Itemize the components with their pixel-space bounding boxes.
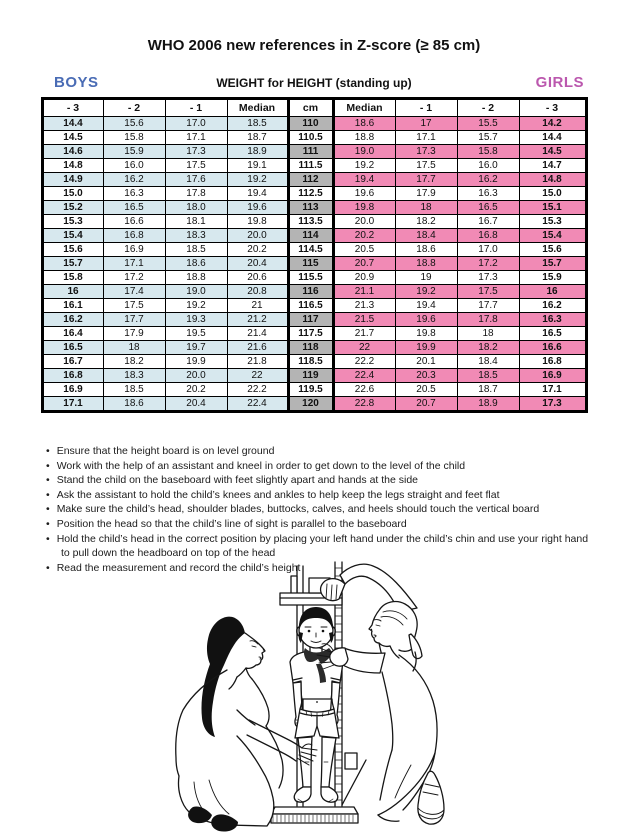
height-cm-cell: 117.5 [288,327,333,341]
girls-value-cell: 17.3 [457,271,519,285]
girls-value-cell: 21.7 [333,327,395,341]
girls-value-cell: 22.2 [333,355,395,369]
girls-value-cell: 18.7 [457,383,519,397]
girls-value-cell: 17.1 [519,383,586,397]
boys-value-cell: 17.1 [42,397,103,412]
page-title: WHO 2006 new references in Z-score (≥ 85 cm) [147,37,481,54]
girls-value-cell: 18.2 [457,341,519,355]
boys-value-cell: 14.5 [42,131,103,145]
height-cm-cell: 119.5 [288,383,333,397]
boys-value-cell: 22 [227,369,288,383]
table-row [42,313,586,327]
boys-value-cell: 21.8 [227,355,288,369]
girls-value-cell: 18.4 [457,355,519,369]
girls-value-cell: 15.4 [519,229,586,243]
height-cm-cell: 112.5 [288,187,333,201]
girls-value-cell: 17.2 [457,257,519,271]
girls-value-cell: 15.1 [519,201,586,215]
girls-value-cell: 22.8 [333,397,395,412]
column-header: Median [227,99,288,117]
boys-value-cell: 19.8 [227,215,288,229]
height-cm-cell: 116 [288,285,333,299]
girls-value-cell: 19.2 [333,159,395,173]
boys-value-cell: 16.2 [42,313,103,327]
boys-value-cell: 21.6 [227,341,288,355]
column-header: Median [333,99,395,117]
boys-value-cell: 19.5 [165,327,227,341]
girls-value-cell: 15.5 [457,117,519,131]
girls-value-cell: 19.0 [333,145,395,159]
instruction-item: • Position the head so that the child’s line of sight is parallel to the baseboard [46,517,590,532]
girls-value-cell: 15.9 [519,271,586,285]
table-row [42,285,586,299]
column-header: - 2 [103,99,165,117]
boys-value-cell: 21.4 [227,327,288,341]
table-row [42,201,586,215]
boys-value-cell: 14.4 [42,117,103,131]
girls-value-cell: 14.4 [519,131,586,145]
girls-value-cell: 19 [395,271,457,285]
instruction-item: • Hold the child’s head in the correct position by placing your left hand under the child’s chin and use your right hand to pull down the headboard on top of the head [46,532,590,561]
height-cm-cell: 119 [288,369,333,383]
height-cm-cell: 115.5 [288,271,333,285]
boys-value-cell: 19.4 [227,187,288,201]
boys-value-cell: 16 [42,285,103,299]
table-subtitle: WEIGHT for HEIGHT (standing up) [216,76,412,90]
boys-value-cell: 16.6 [103,215,165,229]
height-measurement-illustration [149,560,479,839]
girls-value-cell: 14.2 [519,117,586,131]
instruction-item: • Stand the child on the baseboard with feet slightly apart and hands at the side [46,473,590,488]
boys-value-cell: 15.6 [42,243,103,257]
girls-value-cell: 22.4 [333,369,395,383]
girls-value-cell: 20.7 [395,397,457,412]
girls-value-cell: 17.1 [395,131,457,145]
table-row [42,369,586,383]
height-cm-cell: 118 [288,341,333,355]
girls-value-cell: 19.9 [395,341,457,355]
boys-value-cell: 17.6 [165,173,227,187]
height-cm-cell: 111.5 [288,159,333,173]
boys-value-cell: 20.8 [227,285,288,299]
girls-value-cell: 16.3 [519,313,586,327]
boys-value-cell: 22.2 [227,383,288,397]
girls-value-cell: 14.5 [519,145,586,159]
girls-value-cell: 14.8 [519,173,586,187]
boys-value-cell: 15.6 [103,117,165,131]
boys-value-cell: 17.5 [165,159,227,173]
boys-value-cell: 17.2 [103,271,165,285]
girls-value-cell: 17.7 [395,173,457,187]
boys-value-cell: 18.7 [227,131,288,145]
girls-value-cell: 18 [457,327,519,341]
table-row [42,257,586,271]
boys-value-cell: 18.6 [165,257,227,271]
girls-value-cell: 18.9 [457,397,519,412]
table-row [42,229,586,243]
girls-value-cell: 17.5 [395,159,457,173]
boys-value-cell: 21.2 [227,313,288,327]
boys-value-cell: 22.4 [227,397,288,412]
boys-value-cell: 19.7 [165,341,227,355]
table-row [42,215,586,229]
table-row [42,299,586,313]
girls-value-cell: 19.4 [395,299,457,313]
girls-value-cell: 19.2 [395,285,457,299]
boys-value-cell: 16.9 [42,383,103,397]
boys-value-cell: 15.9 [103,145,165,159]
table-row [42,271,586,285]
girls-value-cell: 17.3 [395,145,457,159]
girls-value-cell: 17.5 [457,285,519,299]
height-cm-cell: 112 [288,173,333,187]
boys-value-cell: 20.6 [227,271,288,285]
girls-value-cell: 16.9 [519,369,586,383]
girls-value-cell: 18.6 [333,117,395,131]
girls-value-cell: 19.8 [395,327,457,341]
table-row [42,355,586,369]
girls-value-cell: 17.3 [519,397,586,412]
girls-value-cell: 16.2 [519,299,586,313]
girls-value-cell: 16.6 [519,341,586,355]
height-cm-cell: 118.5 [288,355,333,369]
girls-value-cell: 18.6 [395,243,457,257]
boys-value-cell: 19.2 [227,173,288,187]
boys-value-cell: 18.5 [165,243,227,257]
boys-label: BOYS [54,74,99,91]
girls-value-cell: 16 [519,285,586,299]
instruction-item: • Ask the assistant to hold the child’s knees and ankles to help keep the legs straight and feet flat [46,488,590,503]
boys-value-cell: 15.8 [42,271,103,285]
girls-value-cell: 18 [395,201,457,215]
girls-value-cell: 17.9 [395,187,457,201]
girls-value-cell: 16.8 [519,355,586,369]
height-cm-cell: 115 [288,257,333,271]
girls-value-cell: 20.5 [333,243,395,257]
girls-value-cell: 19.8 [333,201,395,215]
boys-value-cell: 14.6 [42,145,103,159]
girls-value-cell: 20.7 [333,257,395,271]
girls-value-cell: 21.1 [333,285,395,299]
boys-value-cell: 18.1 [165,215,227,229]
girls-value-cell: 20.1 [395,355,457,369]
column-header: - 1 [395,99,457,117]
boys-value-cell: 17.7 [103,313,165,327]
instruction-item: • Read the measurement and record the child’s height [46,561,590,576]
boys-value-cell: 16.0 [103,159,165,173]
girls-value-cell: 17 [395,117,457,131]
table-row [42,173,586,187]
boys-value-cell: 16.3 [103,187,165,201]
column-header: - 1 [165,99,227,117]
boys-value-cell: 16.5 [103,201,165,215]
girls-value-cell: 15.3 [519,215,586,229]
girls-label: GIRLS [535,74,584,91]
table-row [42,187,586,201]
boys-value-cell: 16.4 [42,327,103,341]
girls-value-cell: 20.5 [395,383,457,397]
column-header: cm [288,99,333,117]
height-cm-cell: 110 [288,117,333,131]
girls-value-cell: 17.7 [457,299,519,313]
girls-value-cell: 16.5 [519,327,586,341]
boys-value-cell: 21 [227,299,288,313]
girls-value-cell: 15.7 [519,257,586,271]
table-row [42,327,586,341]
column-header: - 3 [42,99,103,117]
boys-value-cell: 17.0 [165,117,227,131]
girls-value-cell: 18.5 [457,369,519,383]
boys-value-cell: 18.9 [227,145,288,159]
girls-value-cell: 21.5 [333,313,395,327]
boys-value-cell: 15.4 [42,229,103,243]
boys-value-cell: 17.3 [165,145,227,159]
boys-value-cell: 16.8 [42,369,103,383]
boys-value-cell: 20.0 [227,229,288,243]
girls-value-cell: 22.6 [333,383,395,397]
girls-value-cell: 14.7 [519,159,586,173]
boys-value-cell: 15.0 [42,187,103,201]
boys-value-cell: 18.6 [103,397,165,412]
measurement-instructions [46,444,590,575]
instruction-item: • Ensure that the height board is on level ground [46,444,590,459]
boys-value-cell: 19.0 [165,285,227,299]
height-cm-cell: 111 [288,145,333,159]
boys-value-cell: 16.2 [103,173,165,187]
girls-value-cell: 16.3 [457,187,519,201]
girls-value-cell: 16.0 [457,159,519,173]
girls-value-cell: 15.8 [457,145,519,159]
boys-value-cell: 14.8 [42,159,103,173]
boys-value-cell: 19.9 [165,355,227,369]
height-cm-cell: 117 [288,313,333,327]
boys-value-cell: 17.1 [165,131,227,145]
girls-value-cell: 19.6 [395,313,457,327]
girls-value-cell: 18.4 [395,229,457,243]
height-cm-cell: 120 [288,397,333,412]
boys-value-cell: 18.5 [227,117,288,131]
boys-value-cell: 20.2 [165,383,227,397]
girls-value-cell: 20.3 [395,369,457,383]
girls-value-cell: 16.8 [457,229,519,243]
boys-value-cell: 15.7 [42,257,103,271]
height-board-scene-icon [149,560,479,839]
boys-value-cell: 15.8 [103,131,165,145]
boys-value-cell: 14.9 [42,173,103,187]
boys-value-cell: 18.3 [103,369,165,383]
table-row [42,131,586,145]
height-cm-cell: 113.5 [288,215,333,229]
boys-value-cell: 17.9 [103,327,165,341]
girls-value-cell: 15.7 [457,131,519,145]
boys-value-cell: 18.3 [165,229,227,243]
table-subheader [0,74,628,94]
height-cm-cell: 114 [288,229,333,243]
girls-value-cell: 16.7 [457,215,519,229]
boys-value-cell: 20.0 [165,369,227,383]
girls-value-cell: 20.9 [333,271,395,285]
girls-value-cell: 19.4 [333,173,395,187]
boys-value-cell: 20.2 [227,243,288,257]
boys-value-cell: 16.1 [42,299,103,313]
boys-value-cell: 16.5 [42,341,103,355]
girls-value-cell: 22 [333,341,395,355]
girls-value-cell: 15.6 [519,243,586,257]
height-cm-cell: 116.5 [288,299,333,313]
girls-value-cell: 18.8 [333,131,395,145]
instruction-item: • Make sure the child’s head, shoulder blades, buttocks, calves, and heels should touch the vertical board [46,502,590,517]
boys-value-cell: 16.8 [103,229,165,243]
boys-value-cell: 15.2 [42,201,103,215]
girls-value-cell: 16.5 [457,201,519,215]
boys-value-cell: 19.3 [165,313,227,327]
boys-value-cell: 16.7 [42,355,103,369]
girls-value-cell: 17.0 [457,243,519,257]
girls-value-cell: 19.6 [333,187,395,201]
column-header: - 2 [457,99,519,117]
boys-value-cell: 16.9 [103,243,165,257]
boys-value-cell: 19.2 [165,299,227,313]
table-row [42,145,586,159]
boys-value-cell: 20.4 [227,257,288,271]
girls-value-cell: 20.0 [333,215,395,229]
girls-value-cell: 15.0 [519,187,586,201]
boys-value-cell: 17.5 [103,299,165,313]
table-row [42,159,586,173]
girls-value-cell: 16.2 [457,173,519,187]
table-header-row [42,99,586,117]
height-cm-cell: 113 [288,201,333,215]
boys-value-cell: 18.0 [165,201,227,215]
boys-value-cell: 18.8 [165,271,227,285]
instructions-list [46,444,590,575]
boys-value-cell: 17.4 [103,285,165,299]
table-body [42,117,586,412]
height-cm-cell: 110.5 [288,131,333,145]
boys-value-cell: 18 [103,341,165,355]
height-cm-cell: 114.5 [288,243,333,257]
boys-value-cell: 19.6 [227,201,288,215]
girls-value-cell: 17.8 [457,313,519,327]
instruction-item: • Work with the help of an assistant and kneel in order to get down to the level of the child [46,459,590,474]
boys-value-cell: 20.4 [165,397,227,412]
table-row [42,243,586,257]
boys-value-cell: 17.8 [165,187,227,201]
table-row [42,341,586,355]
boys-value-cell: 18.5 [103,383,165,397]
girls-value-cell: 21.3 [333,299,395,313]
weight-for-height-table [41,97,588,413]
boys-value-cell: 17.1 [103,257,165,271]
boys-value-cell: 19.1 [227,159,288,173]
column-header: - 3 [519,99,586,117]
girls-value-cell: 18.2 [395,215,457,229]
girls-value-cell: 18.8 [395,257,457,271]
girls-value-cell: 20.2 [333,229,395,243]
boys-value-cell: 15.3 [42,215,103,229]
table-row [42,117,586,131]
table-row [42,383,586,397]
boys-value-cell: 18.2 [103,355,165,369]
table-row [42,397,586,412]
